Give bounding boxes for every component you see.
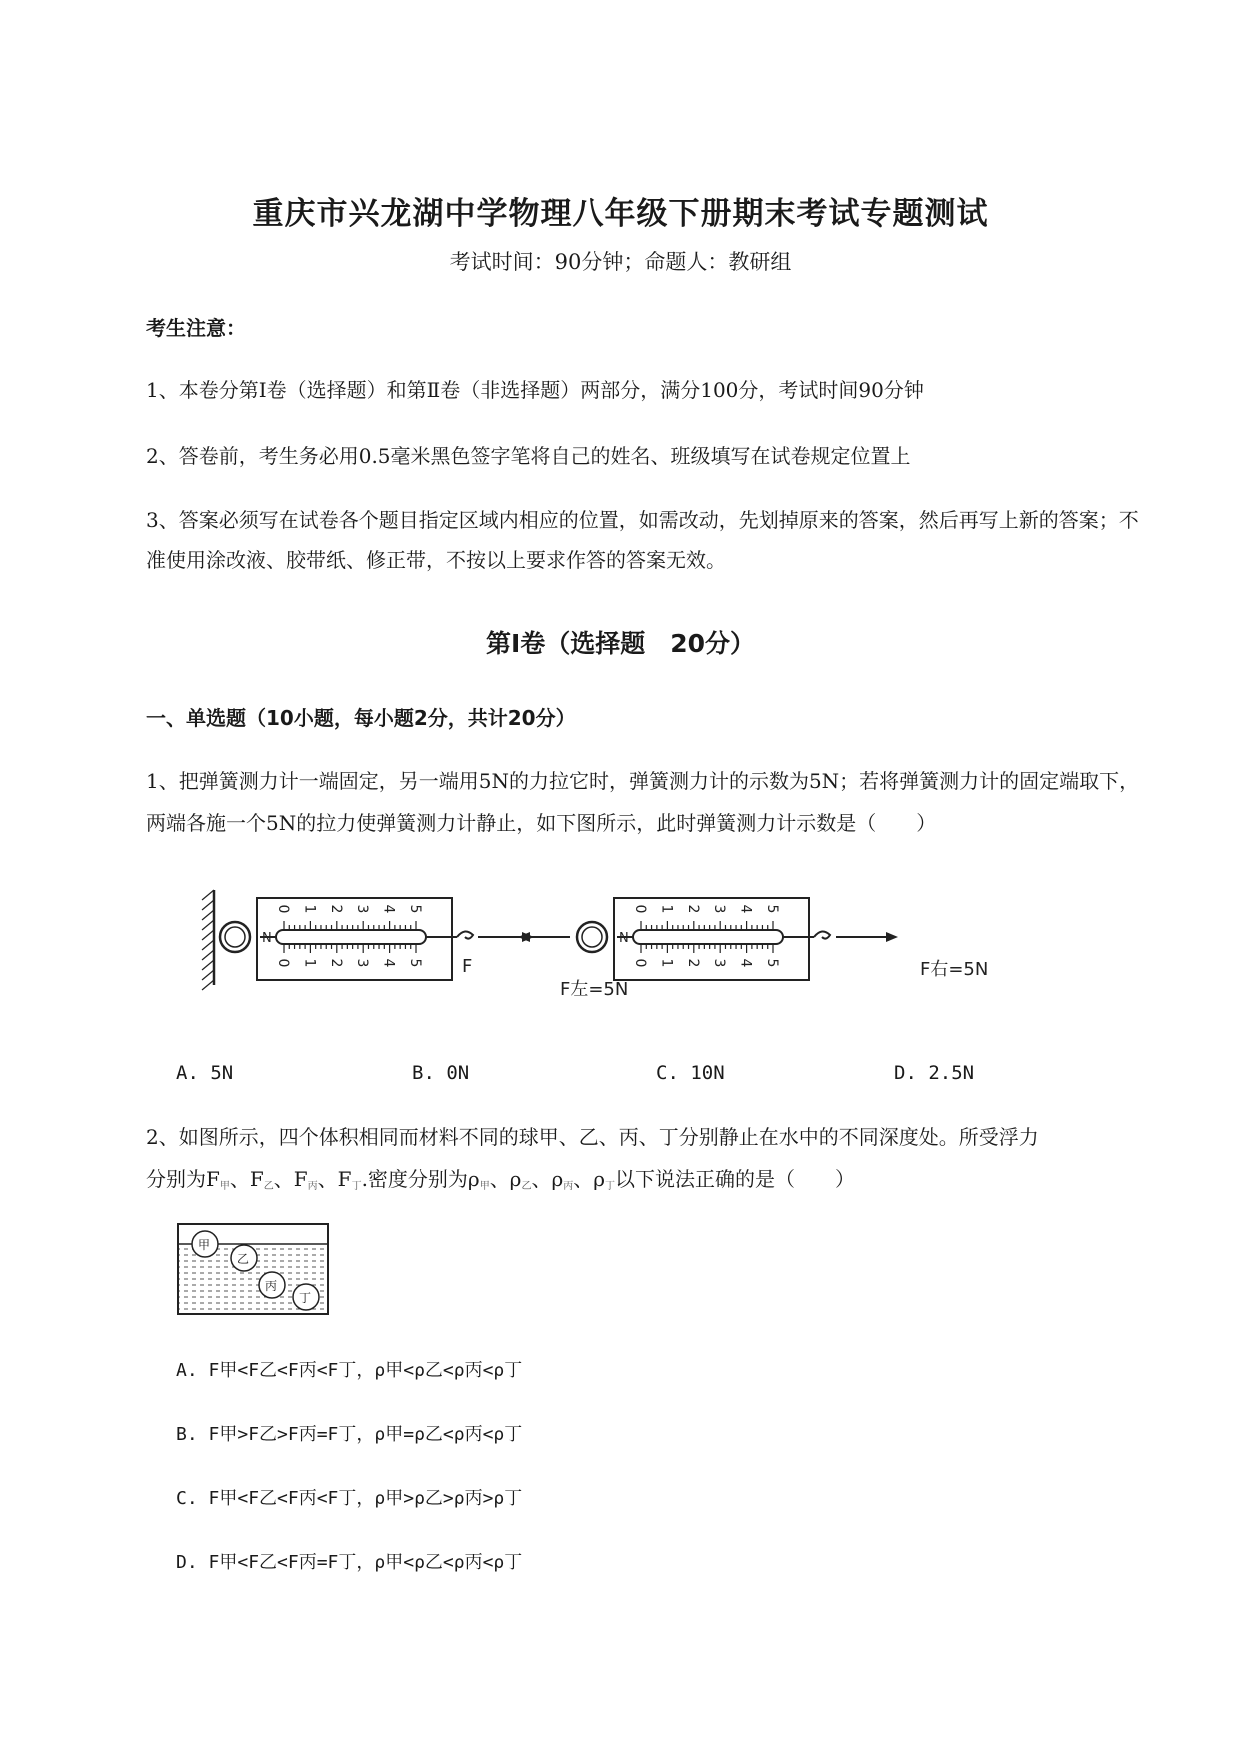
- question-2-line-1: 2、如图所示，四个体积相同而材料不同的球甲、乙、丙、丁分别静止在水中的不同深度处。所受浮力: [146, 1125, 1039, 1149]
- spring-tube-right: [633, 930, 783, 944]
- q1-option-b[interactable]: B. 0N: [412, 1062, 470, 1084]
- question-2-stem: [146, 1116, 1156, 1208]
- scale-number: 3: [354, 958, 371, 968]
- unit-label-right: N: [619, 931, 629, 946]
- label-jia: 甲: [198, 1238, 211, 1252]
- unit-label-left: N: [262, 931, 272, 946]
- scale-number: 3: [711, 958, 728, 968]
- notice-heading: 考生注意：: [146, 316, 246, 340]
- scale-number: 1: [658, 958, 675, 968]
- force-label-f: F: [462, 956, 473, 977]
- scale-number: 2: [684, 958, 701, 968]
- spring-scale-figure: [200, 880, 1020, 1010]
- scale-number: 5: [407, 958, 423, 968]
- label-bing: 丙: [265, 1279, 278, 1293]
- section-title: 第I卷（选择题 20分）: [485, 629, 756, 658]
- scale-number: 1: [301, 958, 318, 968]
- page-title: 重庆市兴龙湖中学物理八年级下册期末考试专题测试: [252, 196, 989, 232]
- q2-option-c[interactable]: C. F甲<F乙<F丙<F丁，ρ甲>ρ乙>ρ丙>ρ丁: [176, 1488, 523, 1509]
- scale-number: 0: [632, 958, 648, 968]
- scale-number: 1: [301, 904, 318, 914]
- force-label-left: F左=5N: [560, 979, 629, 1000]
- hook-left-scale: [457, 931, 473, 938]
- scale-number: 5: [764, 904, 780, 914]
- hook-right-scale: [814, 931, 830, 938]
- q1-option-d[interactable]: D. 2.5N: [894, 1062, 975, 1084]
- label-ding: 丁: [299, 1291, 312, 1305]
- q2-option-d[interactable]: D. F甲<F乙<F丙=F丁，ρ甲<ρ乙<ρ丙<ρ丁: [176, 1552, 523, 1573]
- q1-option-a[interactable]: A. 5N: [176, 1062, 234, 1084]
- scale-number: 0: [275, 958, 291, 968]
- q2-option-b[interactable]: B. F甲>F乙>F丙=F丁，ρ甲=ρ乙<ρ丙<ρ丁: [176, 1424, 523, 1445]
- scale-number: 3: [711, 904, 728, 914]
- scale-number: 4: [380, 958, 397, 968]
- scale-number: 4: [737, 958, 754, 968]
- spring-tube-left: [276, 930, 426, 944]
- question-2-line-2: 分别为$F_甲$、$F_乙$、$F_丙$、$F_丁$.密度分别为$\rho_甲$、$\rho_乙$、$\rho_丙$、$\rho_丁$以下说法正确的是（ ）: [146, 1167, 855, 1192]
- part-title: 一、单选题（10小题，每小题2分，共计20分）: [146, 706, 576, 730]
- q1-option-c[interactable]: C. 10N: [656, 1062, 725, 1084]
- scale-number: 0: [632, 904, 648, 914]
- question-1-stem: 1、把弹簧测力计一端固定，另一端用5N的力拉它时，弹簧测力计的示数为5N；若将弹簧测力计的固定端取下，两端各施一个5N的拉力使弹簧测力计静止，如下图所示，此时弹簧测力计示数是（ ）: [146, 769, 1140, 835]
- scale-number: 5: [407, 904, 423, 914]
- scale-number: 3: [354, 904, 371, 914]
- scale-number: 2: [327, 958, 344, 968]
- notice-item-2: 2、答卷前，考生务必用0.5毫米黑色签字笔将自己的姓名、班级填写在试卷规定位置上: [146, 444, 911, 468]
- notice-item-1: 1、本卷分第I卷（选择题）和第Ⅱ卷（非选择题）两部分，满分100分，考试时间90分钟: [146, 378, 924, 402]
- label-yi: 乙: [237, 1252, 250, 1266]
- wall-hatching: [202, 890, 214, 990]
- scale-number: 2: [327, 904, 344, 914]
- q2-option-a[interactable]: A. F甲<F乙<F丙<F丁，ρ甲<ρ乙<ρ丙<ρ丁: [176, 1360, 523, 1381]
- exam-info: 考试时间：90分钟；命题人：教研组: [449, 250, 792, 274]
- scale-number: 4: [380, 904, 397, 914]
- scale-number: 4: [737, 904, 754, 914]
- scale-number: 0: [275, 904, 291, 914]
- force-label-right: F右=5N: [920, 959, 989, 980]
- scale-number: 1: [658, 904, 675, 914]
- scale-number: 2: [684, 904, 701, 914]
- scale-number: 5: [764, 958, 780, 968]
- buoyancy-figure: [176, 1222, 330, 1316]
- notice-item-3: 3、答案必须写在试卷各个题目指定区域内相应的位置，如需改动，先划掉原来的答案，然后再写上新的答案；不准使用涂改液、胶带纸、修正带，不按以上要求作答的答案无效。: [146, 508, 1139, 572]
